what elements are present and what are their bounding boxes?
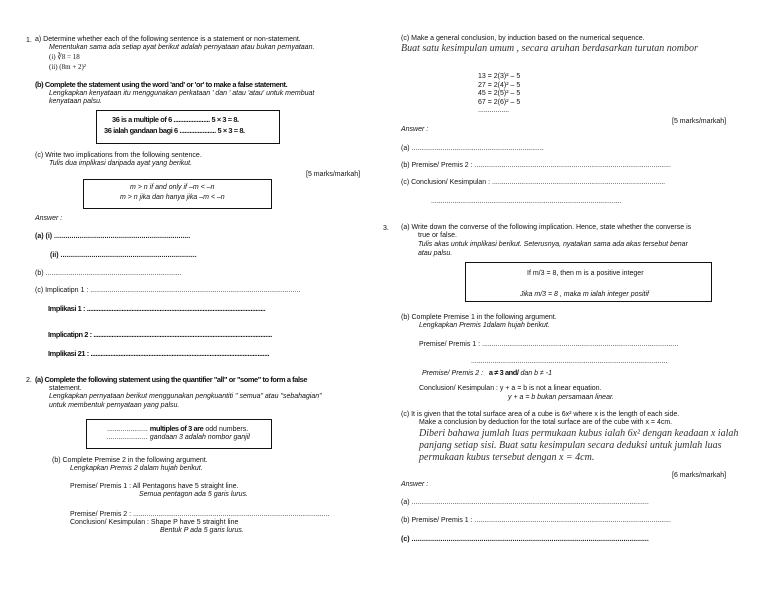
q2a-text-my1: Lengkapkan pernyataan berikut menggunakan pengkuantiti " semua" atau "sebahagian": [49, 393, 322, 400]
q2b-premise2[interactable]: Premise/ Premis 2 : .....................................................................................................: [70, 511, 330, 518]
q2a-box-rest: odd numbers.: [203, 426, 249, 433]
q2b-text-my: Lengkapkan Premis 2 dalam hujah berikut.: [70, 465, 203, 472]
q3c-text-my2: panjang setiap sisi. Buat satu kesimpulan secara deduksi untuk jumlah luas: [419, 440, 722, 451]
sequence-line: ................: [478, 107, 510, 115]
q1-answer-b[interactable]: (b) ......................................................................: [35, 270, 182, 277]
q1b-text-my1: Lengkapkan kenyataan itu menggunakan perkataan ' dan ' atau 'atau' untuk membuat: [49, 90, 315, 97]
q1b-text: (b) Complete the statement using the word 'and' or 'or' to make a false statement.: [35, 80, 288, 89]
q2b-premise1-my: Semua pentagon ada 5 garis lurus.: [139, 491, 248, 498]
q1a-text-my: Menentukan sama ada setiap ayat berikut adalah pernyataan atau bukan pernyataan.: [49, 44, 315, 51]
q1c-text: (c) Write two implications from the following sentence.: [35, 152, 202, 159]
q2b-text: (b) Complete Premise 2 in the following argument.: [52, 457, 208, 464]
q3b-premise1-line2[interactable]: .....................................................................................................: [471, 358, 668, 365]
q1a-item-i: (i) ∛8 = 18: [49, 53, 80, 61]
q3c-text2: Make a conclusion by deduction for the total surface are of the cube with x = 4cm.: [419, 419, 673, 426]
q2a-box-line1: [107, 424, 248, 433]
q2a-box-line2: [107, 434, 250, 441]
q3b-text: (b) Complete Premise 1 in the following argument.: [401, 314, 557, 321]
q3a-box-line1: If m/3 = 8, then m is a positive integer: [527, 270, 644, 277]
q2-answer-c-line2[interactable]: ..................................................................................................: [431, 198, 622, 205]
q1c-box-line1: m > n if and only if –m < –n: [130, 184, 215, 191]
q1-answer-impl2[interactable]: Implicatipn 2 : ............................................................................................................: [48, 330, 272, 339]
q1b-text-my2: kenyataan palsu.: [49, 98, 102, 105]
q3a-box-line2: Jika m/3 = 8 , maka m ialah integer positif: [520, 291, 649, 298]
number-sequence: [478, 73, 520, 116]
q2a-box-blank1[interactable]: .....................: [107, 426, 148, 433]
q3b-conclusion-my: y + a = b bukan persamaan linear.: [508, 394, 614, 401]
q2a-box-my: gandaan 3 adalah nombor ganjil: [149, 434, 250, 441]
q2c-text-my: Buat satu kesimpulan umum , secara aruhan berdasarkan turutan nombor: [401, 43, 698, 54]
q1-answer-a-ii[interactable]: (ii) ......................................................................: [50, 252, 197, 259]
q1b-box-line1: 36 is a multiple of 6 ...................... 5 × 3 = 8.: [112, 115, 239, 124]
q2-answer-b[interactable]: (b) Premise/ Premis 2 : .....................................................................................................: [401, 162, 671, 169]
q3-answer-a[interactable]: (a) ..........................................................................................................................: [401, 499, 649, 506]
q2-answer-c[interactable]: (c) Conclusion/ Kesimpulan : .........................................................................................: [401, 179, 666, 186]
q3-answer-label: Answer :: [401, 481, 429, 488]
q2b-premise1: Premise/ Premis 1 : All Pentagons have 5 straight line.: [70, 483, 239, 490]
q2c-text: (c) Make a general conclusion, by induction based on the numerical sequence.: [401, 35, 645, 42]
sequence-line: 27 = 2(4)² – 5: [478, 81, 521, 89]
q3-number: 3.: [383, 225, 389, 232]
q2b-conclusion: Conclusion/ Kesimpulan : Shape P have 5 straight line: [70, 519, 239, 526]
q3c-text1: (c) It is given that the total surface area of a cube is 6x² where x is the length of each side.: [401, 411, 680, 418]
q1c-text-my: Tulis dua implikasi daripada ayat yang berikut.: [49, 160, 193, 167]
q2a-box-bold: multiples of 3 are: [149, 424, 204, 433]
q3b-premise1[interactable]: Premise/ Premis 1 : .....................................................................................................: [419, 341, 679, 348]
q1-marks: [5 marks/markah]: [306, 171, 361, 178]
sequence-line: 67 = 2(6)² – 5: [478, 98, 521, 106]
q3a-text1: (a) Write down the converse of the following implication. Hence, state whether the converse is: [401, 224, 692, 231]
q1-answer-c-impl1[interactable]: (c) Implicatipn 1 : ............................................................................................................: [35, 287, 301, 294]
q1b-box-line2: 36 ialah gandaan bagi 6 ...................... 5 × 3 = 8.: [104, 126, 245, 135]
q2a-text2: statement.: [49, 385, 82, 392]
q3b-text-my: Lengkapkan Premis 1dalam hujah berikut.: [419, 322, 550, 329]
q3a-text-my2: atau palsu.: [418, 250, 453, 257]
q3c-text-my3: permukaan kubus tersebut dengan x = 4cm.: [419, 452, 595, 463]
q3b-premise2-bold: a ≠ 3 and/: [488, 368, 519, 377]
q3a-text-my1: Tulis akas untuk implikasi berikut. Seterusnya, nyatakan sama ada akas tersebut benar: [418, 241, 688, 248]
q1a-text: a) Determine whether each of the following sentence is a statement or non-statement.: [35, 36, 301, 43]
q1-answer-label: Answer :: [35, 215, 63, 222]
q2b-conclusion-my: Bentuk P ada 5 garis lurus.: [160, 527, 244, 534]
q1-answer-impl2-my[interactable]: Implikasi 21 : ............................................................................................................: [48, 349, 270, 358]
q1-answer-a-i[interactable]: (a) (i) ......................................................................: [35, 233, 191, 240]
q3-answer-b[interactable]: (b) Premise/ Premis 1 : .....................................................................................................: [401, 517, 671, 524]
q2-marks: [5 marks/markah]: [672, 118, 727, 125]
q3b-premise2-label: Premise/ Premis 2 :: [422, 370, 484, 377]
q2a-box-blank2[interactable]: .....................: [107, 434, 148, 441]
q3c-text-my1: Diberi bahawa jumlah luas permukaan kubus ialah 6x² dengan keadaan x ialah: [419, 428, 739, 439]
q3-marks: [6 marks/markah]: [672, 472, 727, 479]
q2-answer-label: Answer :: [401, 126, 429, 133]
q2-number: 2.: [26, 377, 32, 384]
q1-number: 1.: [26, 37, 32, 44]
sequence-line: 45 = 2(5)² – 5: [478, 90, 521, 98]
q3a-text2: true or false.: [418, 232, 457, 239]
q2-answer-a[interactable]: (a) ....................................................................: [401, 145, 544, 152]
q3-answer-c[interactable]: (c) ..........................................................................................................................: [401, 536, 649, 543]
q1-answer-impl1-my[interactable]: Implikasi 1 : ............................................................................................................: [48, 304, 266, 313]
q3b-conclusion: Conclusion/ Kesimpulan : y + a = b is not a linear equation.: [419, 385, 602, 392]
q2a-text-my2: untuk membentuk pernyataan yang palsu.: [49, 402, 180, 409]
q3b-premise2-rest: dan b ≠ -1: [518, 370, 552, 377]
q3b-premise2: [422, 368, 552, 377]
q2a-text: (a) Complete the following statement using the quantifier "all" or "some" to form a false: [35, 375, 308, 384]
q1c-box-line2: m > n jika dan hanya jika –m < –n: [120, 194, 225, 201]
sequence-line: 13 = 2(3)² – 5: [478, 73, 521, 80]
q1a-item-ii: (ii) (8m + 2)²: [49, 63, 86, 71]
